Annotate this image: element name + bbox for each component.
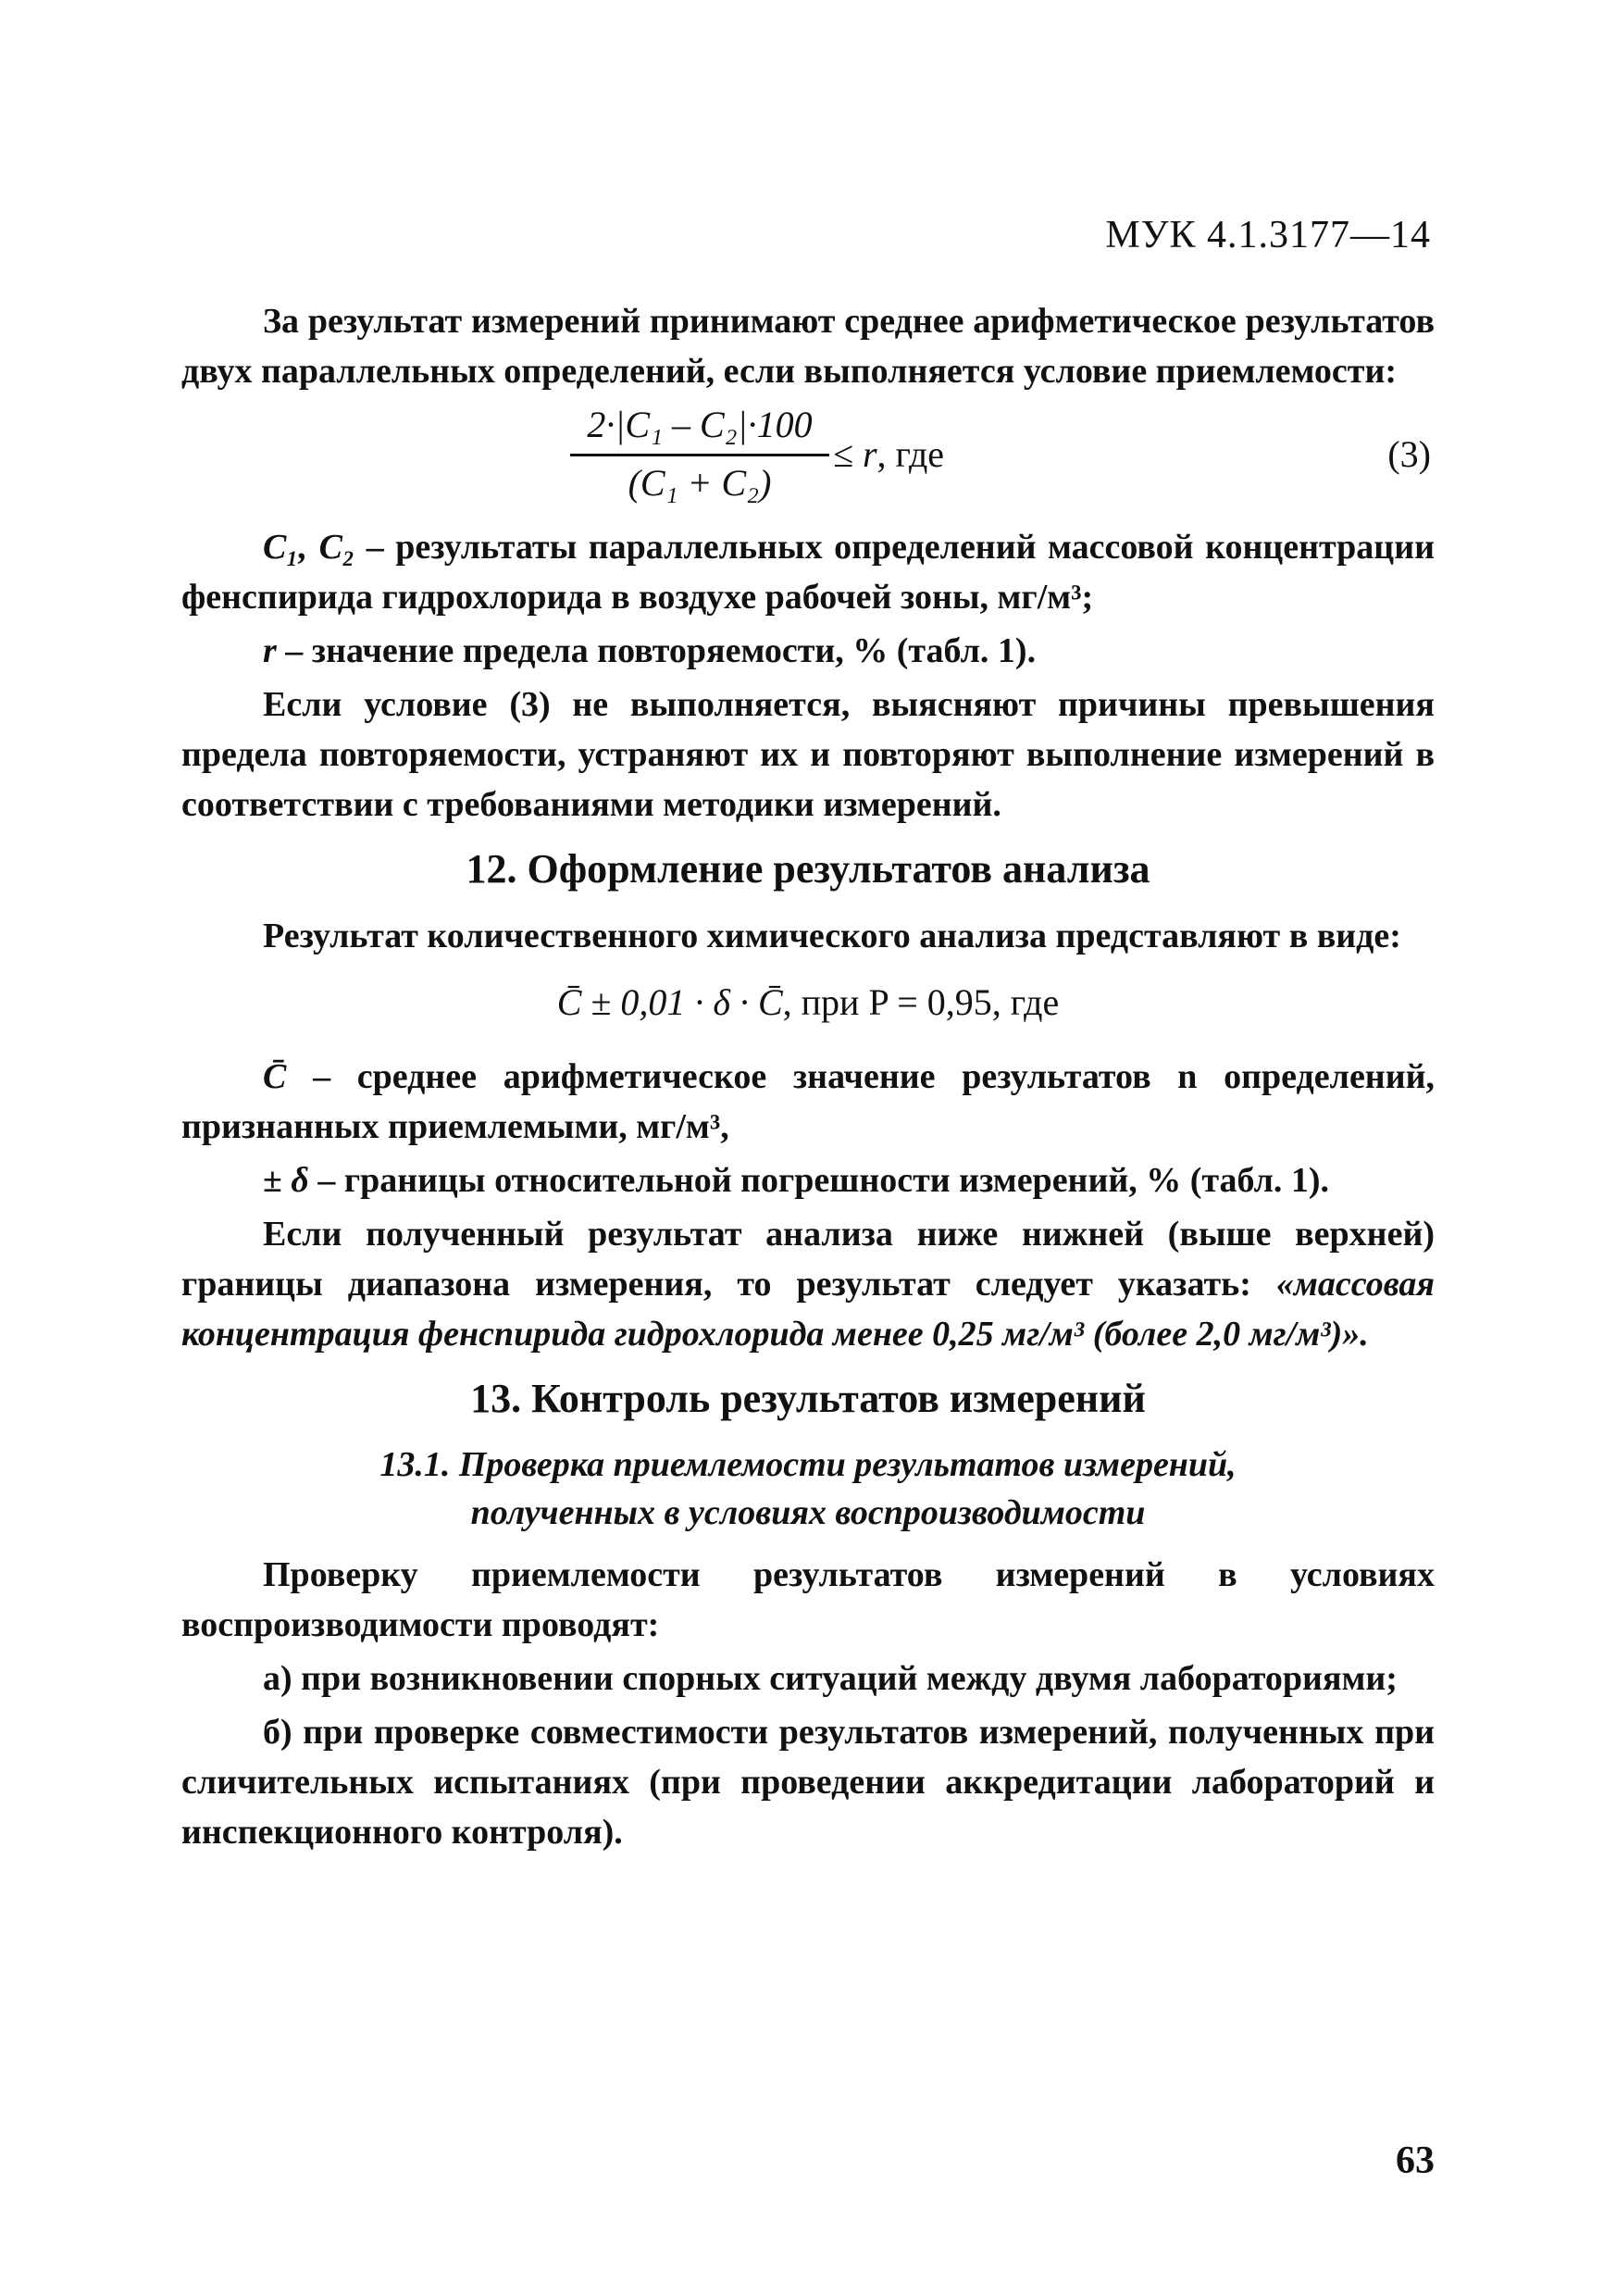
definition-r-symbol: r [263, 631, 277, 670]
section-13-intro: Проверку приемлемости результатов измерений в условиях воспроизводимости проводят: [181, 1555, 1435, 1644]
page-number: 63 [1396, 2140, 1435, 2182]
list-item-a: а) при возникновении спорных ситуаций между двумя лабораториями; [263, 1659, 1398, 1698]
definition-c-mean-symbol: C̄ [263, 1057, 287, 1096]
section-12-heading: 12. Оформление результатов анализа [466, 846, 1150, 892]
formula-3-number: (3) [1387, 433, 1431, 475]
section-13-heading: 13. Контроль результатов измерений [470, 1376, 1146, 1421]
definition-c-mean-text: – среднее арифметическое значение результатов n определений, признанных приемлемыми, мг/м³, [181, 1057, 1435, 1146]
result-formula [181, 978, 1435, 1028]
definition-r [181, 626, 1435, 676]
range-paragraph-quote: «массовая концентрация фенспирида гидрохлорида менее 0,25 мг/м³ (более 2,0 мг/м³)». [181, 1265, 1435, 1354]
formula-3-relation: ≤ r [833, 433, 877, 475]
formula-3-condition [833, 430, 944, 480]
acceptance-paragraph: За результат измерений принимают среднее арифметическое результатов двух параллельных определений, если выполняется условие приемлемости: [181, 302, 1435, 391]
definition-r-text: – значение предела повторяемости, % (табл. 1). [276, 631, 1037, 670]
formula-3-numerator: 2·|C₁ – C₂|·100 [570, 400, 829, 456]
result-formula-expression: C̄ ± 0,01 · δ · C̄ [556, 981, 783, 1023]
formula-3-fraction [570, 400, 829, 508]
document-code: МУК 4.1.3177—14 [1105, 214, 1431, 256]
definition-c1-c2 [181, 522, 1435, 622]
definition-delta [181, 1155, 1435, 1205]
section-13-1-heading [181, 1441, 1435, 1537]
section-13-1-heading-line2: полученных в условиях воспроизводимости [470, 1493, 1146, 1532]
result-formula-tail: , при P = 0,95, где [782, 981, 1060, 1023]
section-13-1-heading-line1: 13.1. Проверка приемлемости результатов измерений, [379, 1445, 1237, 1484]
definition-c1-c2-symbol: C₁, C₂ [263, 528, 355, 567]
formula-3-tail: , где [876, 433, 945, 475]
definition-c-mean [181, 1052, 1435, 1152]
definition-c1-c2-text: – результаты параллельных определений массовой концентрации фенспирида гидрохлорида в воздухе рабочей зоны, мг/м³; [181, 528, 1435, 617]
section-12-intro: Результат количественного химического анализа представляют в виде: [263, 917, 1401, 955]
condition-fail-paragraph: Если условие (3) не выполняется, выясняют причины превышения предела повторяемости, устраняют их и повторяют выполнение измерений в соответствии с требованиями методики измерений. [181, 685, 1435, 824]
range-paragraph-text: Если полученный результат анализа ниже нижней (выше верхней) границы диапазона измерения, то результат следует указать: [181, 1215, 1435, 1304]
list-item-b: б) при проверке совместимости результатов измерений, полученных при сличительных испытаниях (при проведении аккредитации лабораторий и инспекционного контроля). [181, 1713, 1435, 1852]
definition-delta-text: – границы относительной погрешности измерений, % (табл. 1). [308, 1161, 1330, 1200]
formula-3-denominator: (C₁ + C₂) [628, 462, 772, 504]
page-text [181, 296, 1435, 1861]
formula-3 [181, 400, 1435, 509]
definition-delta-symbol: ± δ [263, 1161, 309, 1200]
range-paragraph [181, 1209, 1435, 1359]
